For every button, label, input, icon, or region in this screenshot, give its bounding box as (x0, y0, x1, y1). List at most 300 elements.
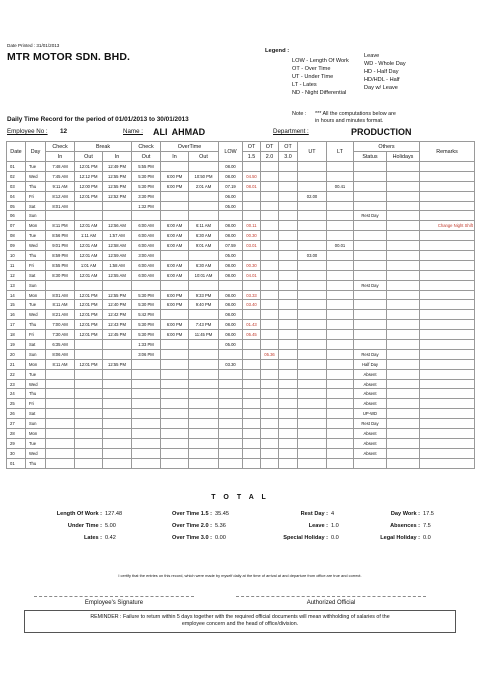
cell-ot15: 03.01 (243, 241, 261, 251)
cell-break-in: 12:45 PM (103, 330, 132, 340)
cell-break-in (103, 211, 132, 221)
cell-ot20 (261, 221, 279, 231)
cell-day: Fri (26, 330, 46, 340)
cell-ot30 (279, 429, 298, 439)
cell-ot15 (243, 191, 261, 201)
cell-check-in: 7:45 AM (46, 171, 75, 181)
cell-check-in: 7:00 AM (46, 320, 75, 330)
cell-status: Absent (354, 369, 387, 379)
cell-status (354, 290, 387, 300)
cell-holidays (387, 300, 420, 310)
cell-ot15 (243, 310, 261, 320)
cell-low (219, 409, 243, 419)
cell-lt (327, 280, 354, 290)
cell-break-out (75, 369, 103, 379)
cell-ut (298, 221, 327, 231)
department: PRODUCTION (351, 127, 412, 137)
cell-remarks (420, 438, 475, 448)
cell-ot-out (189, 162, 219, 172)
cell-lt (327, 310, 354, 320)
cell-check-out: 5:30 PM (132, 171, 161, 181)
total-label: Length Of Work : (56, 511, 102, 517)
cell-ot-in: 6:00 PM (161, 300, 189, 310)
table-row (7, 389, 475, 399)
cell-low: 08.00 (219, 171, 243, 181)
cell-break-out (75, 389, 103, 399)
cell-holidays (387, 399, 420, 409)
cell-holidays (387, 280, 420, 290)
cell-ot30 (279, 369, 298, 379)
cell-date: 16 (7, 310, 26, 320)
cell-ot-in (161, 409, 189, 419)
cell-day: Wed (26, 310, 46, 320)
cell-remarks (420, 191, 475, 201)
cell-check-in (46, 211, 75, 221)
cell-ot30 (279, 241, 298, 251)
reminder-line: REMINDER : Failure to return within 5 days together with the required official documents will mean withholding of salaries of the (90, 614, 390, 620)
cell-check-in: 8:01 AM (46, 290, 75, 300)
cell-ot-in (161, 429, 189, 439)
cell-ot15: 00.30 (243, 231, 261, 241)
cell-ot30 (279, 438, 298, 448)
cell-ot-out (189, 429, 219, 439)
cell-break-in: 1:57 AM (103, 231, 132, 241)
cell-ut (298, 438, 327, 448)
cell-status (354, 340, 387, 350)
total-label: Rest Day : (300, 511, 328, 517)
employee-name: ALI AHMAD (153, 127, 206, 137)
cell-day: Mon (26, 429, 46, 439)
cell-remarks (420, 349, 475, 359)
cell-day: Fri (26, 399, 46, 409)
cell-break-out: 12:01 PM (75, 162, 103, 172)
cell-check-in: 8:11 AM (46, 300, 75, 310)
cell-ot20 (261, 340, 279, 350)
cell-ot-out (189, 448, 219, 458)
cell-date: 23 (7, 379, 26, 389)
cell-check-out: 5:55 PM (132, 162, 161, 172)
cell-date: 06 (7, 211, 26, 221)
table-row (7, 429, 475, 439)
cell-ot15 (243, 409, 261, 419)
cell-ot20 (261, 171, 279, 181)
table-row (7, 191, 475, 201)
cell-break-out (75, 458, 103, 468)
legend-title: Legend : (265, 48, 290, 54)
cell-day: Sun (26, 211, 46, 221)
cell-day: Wed (26, 171, 46, 181)
cell-holidays (387, 270, 420, 280)
cell-date: 21 (7, 359, 26, 369)
cell-status (354, 458, 387, 468)
cell-holidays (387, 181, 420, 191)
cell-holidays (387, 409, 420, 419)
cell-break-in (103, 438, 132, 448)
total-value: 0.42 (105, 535, 116, 541)
cell-lt (327, 359, 354, 369)
cell-ot30 (279, 251, 298, 261)
cell-break-out: 12:01 PM (75, 359, 103, 369)
cell-ot20 (261, 211, 279, 221)
cell-remarks (420, 300, 475, 310)
cell-low: 08.00 (219, 162, 243, 172)
cell-ot15 (243, 211, 261, 221)
cell-ut (298, 359, 327, 369)
col-break: Break (75, 142, 132, 152)
cell-ot-in (161, 340, 189, 350)
cell-ot-out: 9:01 AM (189, 241, 219, 251)
cell-ot-out (189, 349, 219, 359)
cell-ot-out: 10:50 PM (189, 171, 219, 181)
legend-item: Day w/ Leave (364, 85, 398, 91)
cell-remarks (420, 251, 475, 261)
col-check-out-sub: Out (132, 152, 161, 162)
cell-ot30 (279, 349, 298, 359)
cell-date: 11 (7, 260, 26, 270)
cell-ot30 (279, 399, 298, 409)
cell-check-in: 8:12 AM (46, 191, 75, 201)
cell-lt: 00.01 (327, 241, 354, 251)
cell-day: Sat (26, 201, 46, 211)
cell-ot-in: 6:00 PM (161, 171, 189, 181)
cell-ot20 (261, 330, 279, 340)
cell-ot-out (189, 201, 219, 211)
total-value: 0.0 (423, 535, 431, 541)
table-row (7, 330, 475, 340)
cell-day: Tue (26, 300, 46, 310)
cell-ot30 (279, 419, 298, 429)
cell-ut (298, 399, 327, 409)
col-day: Day (26, 142, 46, 162)
cell-ot15: 04.01 (243, 270, 261, 280)
cell-ot30 (279, 359, 298, 369)
cell-remarks (420, 340, 475, 350)
cell-ot20 (261, 162, 279, 172)
cell-remarks (420, 419, 475, 429)
cell-check-out (132, 280, 161, 290)
cell-ot15: 04.50 (243, 171, 261, 181)
table-header-row (7, 142, 475, 152)
cell-lt (327, 260, 354, 270)
cell-break-out: 12:01 PM (75, 320, 103, 330)
cell-check-in: 7:48 AM (46, 162, 75, 172)
cell-holidays (387, 349, 420, 359)
cell-break-in (103, 379, 132, 389)
cell-low (219, 369, 243, 379)
cell-holidays (387, 340, 420, 350)
total-value: 0.00 (215, 535, 226, 541)
cell-holidays (387, 438, 420, 448)
cell-break-out (75, 349, 103, 359)
cell-check-in (46, 458, 75, 468)
cell-status (354, 241, 387, 251)
cell-holidays (387, 171, 420, 181)
cell-ot15 (243, 458, 261, 468)
cell-low: 08.00 (219, 290, 243, 300)
cell-day: Wed (26, 241, 46, 251)
cell-lt (327, 251, 354, 261)
cell-lt (327, 340, 354, 350)
cell-break-out: 1:01 AM (75, 260, 103, 270)
cell-ot-in: 6:00 AM (161, 270, 189, 280)
cell-ot20 (261, 241, 279, 251)
cell-break-out: 12:01 PM (75, 290, 103, 300)
reminder-line: employee concern and the head of office/division. (181, 621, 299, 627)
cell-status (354, 300, 387, 310)
cell-date: 18 (7, 330, 26, 340)
cell-day: Thu (26, 458, 46, 468)
cell-ot30 (279, 280, 298, 290)
cell-break-in (103, 340, 132, 350)
cell-date: 24 (7, 389, 26, 399)
cell-low (219, 448, 243, 458)
cell-ot30 (279, 221, 298, 231)
table-row (7, 359, 475, 369)
cell-date: 07 (7, 221, 26, 231)
col-overtime: OverTime (161, 142, 219, 152)
cell-remarks (420, 320, 475, 330)
cell-check-out: 5:30 PM (132, 300, 161, 310)
cell-holidays (387, 330, 420, 340)
col-break-out: Out (75, 152, 103, 162)
cell-ut (298, 260, 327, 270)
cell-date: 01 (7, 162, 26, 172)
cell-break-in: 12:55 PM (103, 171, 132, 181)
cell-low (219, 280, 243, 290)
cell-status (354, 270, 387, 280)
cell-ot-in (161, 359, 189, 369)
col-holidays: Holidays (387, 152, 420, 162)
cell-ot20 (261, 438, 279, 448)
cell-remarks (420, 369, 475, 379)
cell-status: Absent (354, 399, 387, 409)
cell-check-in: 8:01 AM (46, 201, 75, 211)
cell-low (219, 389, 243, 399)
cell-ut (298, 419, 327, 429)
cell-ot-out: 11:45 PM (189, 330, 219, 340)
cell-ot-out (189, 310, 219, 320)
col-break-in: In (103, 152, 132, 162)
cell-date: 08 (7, 231, 26, 241)
cell-ot20 (261, 280, 279, 290)
cell-remarks (420, 231, 475, 241)
table-row (7, 221, 475, 231)
cell-break-out: 12:01 PM (75, 191, 103, 201)
cell-low: 05.00 (219, 251, 243, 261)
cell-day: Wed (26, 379, 46, 389)
cell-check-out: 3:00 AM (132, 251, 161, 261)
cell-status: Half Day (354, 359, 387, 369)
cell-ot-in (161, 448, 189, 458)
cell-ot15 (243, 349, 261, 359)
cell-ut (298, 241, 327, 251)
cell-check-in (46, 448, 75, 458)
cell-low: 03.30 (219, 359, 243, 369)
cell-ut (298, 320, 327, 330)
cell-status (354, 221, 387, 231)
cell-status: Absent (354, 448, 387, 458)
cell-ot20 (261, 270, 279, 280)
totals-row (30, 508, 450, 520)
cell-status (354, 320, 387, 330)
cell-day: Sun (26, 280, 46, 290)
cell-ut (298, 201, 327, 211)
legend-item: OT - Over Time (292, 66, 331, 72)
cell-holidays (387, 320, 420, 330)
cell-day: Thu (26, 181, 46, 191)
cell-ut (298, 369, 327, 379)
cell-low: 08.00 (219, 330, 243, 340)
employee-no: 12 (60, 128, 68, 135)
cell-lt (327, 399, 354, 409)
cell-date: 22 (7, 369, 26, 379)
cell-lt (327, 409, 354, 419)
cell-break-in: 12:55 PM (103, 359, 132, 369)
cell-status (354, 260, 387, 270)
cell-lt (327, 429, 354, 439)
cell-lt (327, 191, 354, 201)
cell-break-out (75, 429, 103, 439)
cell-ot30 (279, 300, 298, 310)
total-value: 7.5 (423, 523, 431, 529)
cell-low: 08.00 (219, 231, 243, 241)
table-row (7, 270, 475, 280)
reminder-box (24, 610, 456, 633)
cell-check-in: 8:56 PM (46, 231, 75, 241)
table-row (7, 171, 475, 181)
cell-low (219, 379, 243, 389)
cell-ot30 (279, 340, 298, 350)
cell-ot-in (161, 399, 189, 409)
col-low: LOW (219, 142, 243, 162)
table-row (7, 260, 475, 270)
cell-ot-out: 2:01 AM (189, 181, 219, 191)
cell-day: Wed (26, 448, 46, 458)
total-label: Special Holiday : (283, 535, 328, 541)
table-row (7, 458, 475, 468)
cell-holidays (387, 251, 420, 261)
cell-day: Thu (26, 389, 46, 399)
cell-ot-in (161, 211, 189, 221)
cell-ot15 (243, 359, 261, 369)
cell-holidays (387, 310, 420, 320)
cell-ot-out: 10:01 AM (189, 270, 219, 280)
col-ot20: OT (261, 142, 279, 152)
cell-ot30 (279, 330, 298, 340)
cell-ot20 (261, 300, 279, 310)
cell-lt (327, 290, 354, 300)
cell-ot30 (279, 260, 298, 270)
col-ot15: OT (243, 142, 261, 152)
table-body (7, 162, 475, 469)
legend-item: Leave (364, 53, 380, 59)
cell-check-out: 6:00 AM (132, 270, 161, 280)
cell-holidays (387, 221, 420, 231)
cell-ot-in: 6:00 PM (161, 320, 189, 330)
cell-break-out: 12:01 PM (75, 310, 103, 320)
cell-day: Mon (26, 221, 46, 231)
cell-break-in: 1:58 AM (103, 260, 132, 270)
note-line: in hours and minutes format. (315, 118, 384, 124)
cell-break-in (103, 369, 132, 379)
total-label: Leave : (308, 523, 328, 529)
cell-status (354, 310, 387, 320)
cell-ut (298, 349, 327, 359)
cell-ot30 (279, 171, 298, 181)
cell-ut (298, 270, 327, 280)
cell-status (354, 330, 387, 340)
total-value: 4 (331, 511, 335, 517)
legend-left (292, 57, 349, 97)
cell-date: 14 (7, 290, 26, 300)
cell-ot30 (279, 201, 298, 211)
cell-check-out: 6:00 AM (132, 231, 161, 241)
authorized-official-label: Authorized Official (306, 600, 356, 606)
cell-date: 26 (7, 409, 26, 419)
cell-ut (298, 409, 327, 419)
cell-lt (327, 379, 354, 389)
cell-ot-out: 9:40 PM (189, 300, 219, 310)
cell-date: 01 (7, 458, 26, 468)
col-check-in: In (46, 152, 75, 162)
cell-check-in (46, 429, 75, 439)
cell-break-in (103, 389, 132, 399)
name-label: Name : (123, 128, 143, 135)
cell-ot-out: 6:30 AM (189, 260, 219, 270)
cell-check-in (46, 419, 75, 429)
cell-ot-in (161, 280, 189, 290)
cell-low: 08.00 (219, 221, 243, 231)
cell-check-out (132, 458, 161, 468)
total-label: Over Time 1.5 : (171, 511, 212, 517)
cell-ut (298, 162, 327, 172)
cell-remarks (420, 290, 475, 300)
col-lt: LT (327, 142, 354, 162)
table-row (7, 280, 475, 290)
cell-ot30 (279, 162, 298, 172)
table-row (7, 162, 475, 172)
cell-remarks (420, 162, 475, 172)
col-ot30-sub: 3.0 (279, 152, 298, 162)
cell-ot20 (261, 201, 279, 211)
cell-ot-in (161, 251, 189, 261)
cell-day: Thu (26, 320, 46, 330)
cell-ot15 (243, 399, 261, 409)
cell-holidays (387, 231, 420, 241)
table-row (7, 379, 475, 389)
cell-low (219, 438, 243, 448)
cell-lt (327, 389, 354, 399)
cell-ut: 03.00 (298, 251, 327, 261)
cell-check-out (132, 379, 161, 389)
cell-ot-in (161, 438, 189, 448)
cell-lt (327, 448, 354, 458)
cell-ot-out (189, 419, 219, 429)
cell-ot20 (261, 310, 279, 320)
table-row (7, 320, 475, 330)
cell-ot15 (243, 379, 261, 389)
total-value: 5.00 (105, 523, 116, 529)
cell-holidays (387, 201, 420, 211)
cell-status (354, 162, 387, 172)
cell-check-out: 5:30 PM (132, 181, 161, 191)
cell-ot15 (243, 251, 261, 261)
cell-break-in (103, 201, 132, 211)
cell-check-out: 6:00 AM (132, 221, 161, 231)
cell-check-in: 6:35 AM (46, 340, 75, 350)
cell-status (354, 251, 387, 261)
cell-date: 02 (7, 171, 26, 181)
